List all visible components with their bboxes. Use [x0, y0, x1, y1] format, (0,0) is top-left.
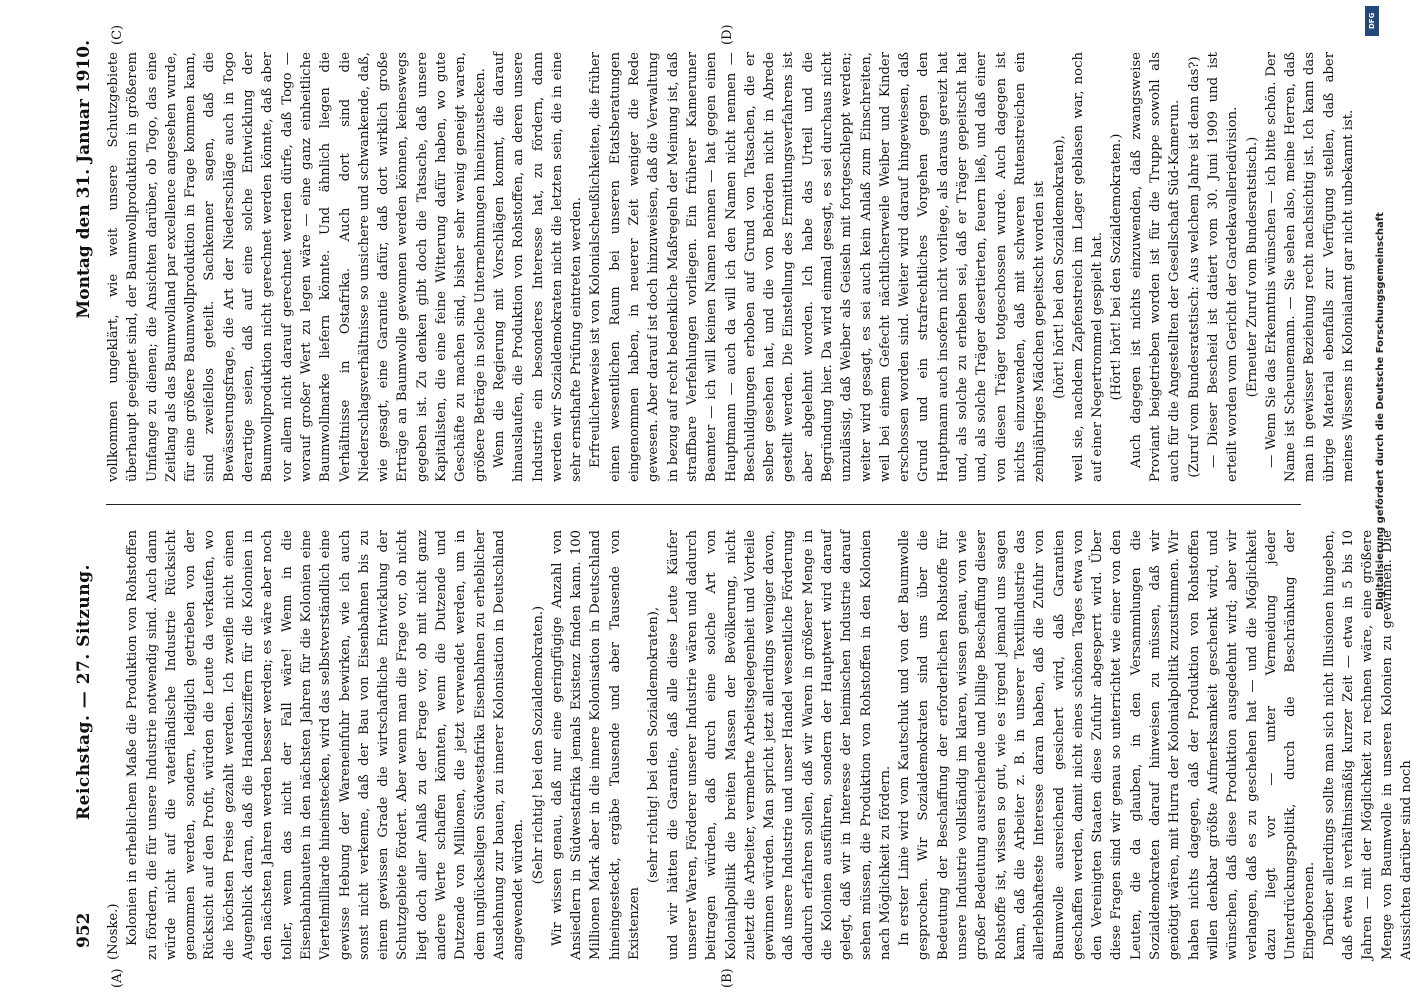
- paragraph: und wir hätten die Garantie, daß alle diese Leute Käufer unserer Waren, Förderer unserer Industrie wären und dadurch beitragen würden, daß durch eine solche Art von Kolonialpolitik die breiten Massen der Bevölkerung, nicht zuletzt die Arbeiter, vermehrte Arbeitsgelegenheit und Vorteile gewinnen würden. Man spricht jetzt allerdings weniger davon, daß unsere Industrie und unser Handel wesentliche Förderung dadurch erfahren sollen, daß wir Waren in größerer Menge in die Kolonien ausführen, sondern der Hauptwert wird darauf gelegt, daß wir in Interesse der heimischen Industrie darauf sehen müssen, die Produktion von Rohstoffen in den Kolonien nach Möglichkeit zu fördern.: [665, 530, 893, 960]
- paragraph: — Dieser Bescheid ist datiert vom 30. Juni 1909 und ist erteilt worden vom Gericht der Gardekavalleriedivision.: [1205, 52, 1241, 482]
- paragraph: Kolonien in erheblichem Maße die Produktion von Rohstoffen zu fördern, die für unsere Industrie notwendig sind. Auch dann würde nicht auf die vaterländische Industrie Rücksicht genommen werden, sondern, lediglich getrieben von der Rücksicht auf den Profit, würden die Leute da verkaufen, wo die höchsten Preise gezahlt werden. Ich zweifle nicht einen Augenblick daran, daß die Handelsziffern für die Kolonien in den nächsten Jahren werden besser werden; es wäre aber noch toller, wenn das nicht der Fall wäre! Wenn in die Eisenbahnbauten in den nächsten Jahren für die Kolonien eine Viertelmilliarde hineinstecken, wird das selbstverständlich eine gewisse Hebung der Wareneinfuhr bewirken, wie ich auch sonst nicht verkenne, daß der Bau von Eisenbahnen bis zu einem gewissen Grade die wirtschaftliche Entwicklung der Schutzgebiete fördert. Aber wenn man die Frage vor, ob nicht liegt doch aller Anlaß zu der Frage vor, ob mit nicht ganz andere Werte schaffen könnten, wenn die Dutzende und Dutzende von Millionen, die jetzt verwendet werden, um in dem unglückseligen Südwestafrika Eisenbahnen zu erheblicher Ausdehnung zur bauen, zu innerer Kolonisation in Deutschland angewendet würden.: [125, 530, 527, 960]
- right-text-column: [104, 52, 1356, 482]
- paragraph: Erfreulicherweise ist von Kolonialscheußlichkeiten, die früher einen wesentlichen Raum bei unseren Etatsberatungen eingenommen haben, in neuerer Zeit weniger die Rede gewesen. Aber darauf ist doch hinzuweisen, daß die Verwaltung in bezug auf recht bedenkliche Maßregeln der Meinung ist, daß straffbare Verfehlungen vorliegen. Ein früherer Kameruner Beamter — ich will keinen Namen nennen — hat gegen einen Hauptmann — auch da will ich den Namen nicht nennen — Beschuldigungen erhoben auf Grund von Tatsachen, die er selber gesehen hat, und die von Behörden nicht in Abrede gestellt werden. Die Einstellung des Ermittlungsverfahrens ist aber abgelehnt worden. Ich habe das Urteil und die Begründung hier. Da wird einmal gesagt, es sei durchaus nicht unzulässig, daß Weiber als Geiseln mit fortgeschleppt werden; weiter wird gesagt, es sei auch kein Anlaß zum Einschreiten, weil bei einem Gefecht nächtlicherweile Weiber und Kinder erschossen worden sind. Weiter wird darauf hingewiesen, daß Grund und ein strafrechtliches Vorgehen gegen den Hauptmann auch insofern nicht vorliege, als daraus gereizt hat und, als solche zu erheben sei, daß er Träger gepeitscht hat und, als solche Träger desertierten, feuern ließ, und daß einer von diesen Träger totgeschossen wurde. Auch dagegen ist nichts einzuwenden, daß mit schweren Rutenstreichen ein zehnjähriges Mädchen gepeitscht worden ist: [588, 52, 1048, 482]
- page-number: 952: [74, 912, 94, 948]
- paragraph: vollkommen ungeklärt, wie weit unsere Schutzgebiete überhaupt geeignet sind, der Baumwollproduktion in größerem Umfange zu dienen; die Ansichten darüber, ob Togo, das eine Zeitlang als das Baumwolland par excellence angesehen wurde, für eine größere Baumwollproduktion in Frage kommen kann, sind zweifellos geteilt. Sachkenner sagen, daß die Bewässerungsfrage, die Art der Niederschläge auch in Togo derartige seien, daß auf eine solche Entwicklung der Baumwollproduktion nicht gerechnet werden könnte, daß aber vor allem nicht darauf gerechnet werden dürfe, daß Togo — worauf großer Wert zu legen wäre — eine ganz einheitliche Baumwollmarke liefern könnte. Und ähnlich liegen die Verhältnisse in Ostafrika. Auch dort sind die Niederschlagsverhältnisse so unsichere und schwankende, daß, wie gesagt, eine Garantie dafür, daß dort wirklich große Erträge an Baumwolle gewonnen werden können, keineswegs gegeben ist. Zu denken gibt doch die Tatsache, daß unsere Kapitalisten, die eine feine Witterung dafür haben, wo gute Geschäfte zu machen sind, bisher sehr wenig geneigt waren, größere Beträge in solche Unternehmungen hineinzustecken.: [106, 52, 488, 482]
- digitization-credit-text: Digitalisierung gefördert durch die Deutsche Forschungsgemeinschaft: [1375, 212, 1386, 610]
- interjection: (hört! hört! bei den Sozialdemokraten),: [1051, 135, 1067, 399]
- running-title: Reichstag. — 27. Sitzung.: [74, 564, 94, 820]
- session-date: Montag den 31. Januar 1910.: [74, 40, 94, 319]
- dfg-logo: DFG: [1365, 6, 1379, 36]
- paragraph: Auch dagegen ist nichts einzuwenden, daß zwangsweise Proviant beigetrieben worden ist für die Truppe sowohl als auch für die Angestellten der Gesellschaft Süd-Kamerun.: [1128, 52, 1183, 482]
- paragraph: Wenn die Regierung mit Vorschlägen kommt, die darauf hinauslaufen, die Produktion von Rohstoffen, an deren unsere Industrie ein besonderes Interesse hat, zu fördern, dann werden wir Sozialdemokraten nicht die letzten sein, die in eine sehr ernsthafte Prüfung eintreten werden.: [491, 52, 585, 482]
- left-text-column: [104, 530, 1414, 960]
- page-header: [60, 40, 104, 960]
- paragraph: Darüber allerdings sollte man sich nicht Illusionen hingeben, daß etwa in verhältnismäßig kurzer Zeit — etwa in 5 bis 10 Jahren — mit der Möglichkeit zu rechnen wäre, eine größere Menge von Baumwolle in unseren Kolonien zu gewinnen. Die Aussichten darüber sind noch: [1321, 530, 1414, 960]
- interjection: (Sehr richtig! bei den Sozialdemokraten.): [530, 605, 546, 885]
- paragraph: In erster Linie wird vom Kautschuk und von der Baumwolle gesprochen. Wir Sozialdemokraten sind uns über die Bedeutung der Beschaffung der erforderlichen Rohstoffe für unsere Industrie vollständig im klaren, wissen genau, von wie großer Bedeutung ausreichende und billige Beschaffung dieser Rohstoffe ist, wissen so gut, wie es irgend jemand uns sagen kann, daß die Arbeiter z. B. in unserer Textilindustrie das allerlebhafteste Interesse daran haben, daß die Zufuhr von Baumwolle ausreichend gesichert wird, daß Garantien geschaffen werden, damit nicht eines schönen Tages etwa von den Vereinigten Staaten diese Zufuhr abgesperrt wird. Über diese Fragen sind wir genau so unterrichtet wie einer von den Leuten, die da glauben, in den Versammlungen die Sozialdemokraten darauf hinweisen zu müssen, daß wir genötigt wären, mit Hurra der Kolonialpolitik zuzustimmen. Wir haben nichts dagegen, daß der Produktion von Rohstoffen willen denkbar größte Aufmerksamkeit geschenkt wird, und wünschen, daß diese Produktion ausgedehnt wird; aber wir verlangen, daß es zu geschehen hat — und die Möglichkeit dazu liegt vor — unter Vermeidung jeder Unterdrückungspolitik, durch die Beschränkung der Eingeborenen.: [897, 530, 1318, 960]
- interjection: (Zuruf vom Bundesratstisch: Aus welchem Jahre ist denn das?): [1186, 56, 1202, 478]
- margin-marker-b: (B): [720, 968, 735, 988]
- interjection: (sehr richtig! bei den Sozialdemokraten),: [646, 606, 662, 884]
- paragraph: weil sie, nachdem Zapfenstreich im Lager geblasen war, noch auf einer Negertrommel gespielt hat.: [1070, 52, 1106, 482]
- speaker-label: (Noske.): [106, 903, 121, 960]
- margin-marker-a: (A): [110, 968, 125, 988]
- margin-marker-c: (C): [110, 24, 125, 45]
- margin-marker-d: (D): [720, 24, 735, 45]
- interjection: (Hört! hört! bei den Sozialdemokraten.): [1109, 133, 1125, 401]
- column-divider: [106, 504, 1301, 505]
- interjection: (Erneuter Zuruf vom Bundesratstisch.): [1244, 136, 1260, 398]
- paragraph: — Wenn Sie das Erkenntnis wünschen — ich bitte schön. Der Name ist Scheunemann. — Sie sehen also, meine Herren, daß man in gewisser Beziehung recht nachsichtig ist. Ich kann das übrige Material ebenfalls zur Verfügung stellen, daß aber meines Wissens in Kolonialamt gar nicht unbekannt ist.: [1263, 52, 1356, 482]
- paragraph: Wir wissen genau, daß nur eine geringfügige Anzahl von Ansiedlern in Südwestafrika jemals Existenz finden kann. 100 Millionen Mark aber in die innere Kolonisation in Deutschland hineingesteckt, ergäbe Tausende und aber Tausende von Existenzen: [549, 530, 643, 960]
